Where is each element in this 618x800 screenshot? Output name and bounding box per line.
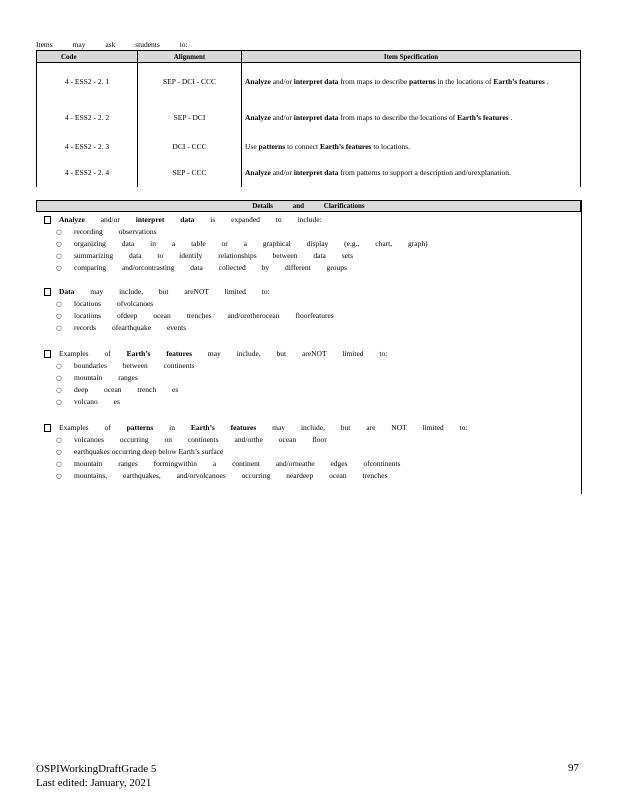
row-description: Analyze and/or interpret data from maps to describe patterns in the locations of Earth’s features . [245, 76, 549, 86]
row-description: Use patterns to connect Earth’s features to locations. [245, 141, 410, 151]
row-code: 4 - ESS2 - 2. 3 [37, 135, 138, 157]
list-item: ○ boundaries between continents [56, 361, 195, 370]
circle-bullet-icon: ○ [56, 362, 62, 370]
details-clarifications-box [36, 200, 582, 494]
header-item-specification: Item Specification [242, 51, 581, 63]
section-list [44, 360, 387, 408]
circle-bullet-icon: ○ [56, 460, 62, 468]
checkbox-bullet-icon [44, 216, 51, 224]
list-item: ○ locations ofdeep ocean trenches and/orotherocean floorfeatures [56, 311, 334, 320]
row-alignment: SEP - DCI - CCC [138, 63, 242, 100]
row-code: 4 - ESS2 - 2. 1 [37, 63, 138, 100]
list-item: ○ volcano es [56, 397, 120, 406]
table-row [37, 99, 581, 135]
item-specification-table [36, 50, 581, 187]
section-lead: Examples of Earth’s features may include, but areNOT limited to: [59, 349, 388, 358]
circle-bullet-icon: ○ [56, 312, 62, 320]
list-item: ○ earthquakes occurring deep below Earth’s surface [56, 447, 224, 456]
table-row [37, 157, 581, 187]
details-section-data [44, 286, 334, 334]
details-header: Details and Clarifications [36, 200, 581, 212]
section-list [44, 434, 467, 482]
header-alignment: Alignment [138, 51, 242, 63]
page-footer [36, 762, 156, 790]
list-item: ○ recording observations [56, 227, 157, 236]
details-section-earth-features [44, 348, 387, 408]
details-section-analyze [44, 214, 428, 274]
table-row [37, 135, 581, 157]
list-item: ○ mountain ranges formingwithin a continent and/orneathe edges ofcontinents [56, 459, 401, 468]
circle-bullet-icon: ○ [56, 324, 62, 332]
circle-bullet-icon: ○ [56, 252, 62, 260]
row-alignment: SEP - DCI [138, 99, 242, 135]
details-section-patterns [44, 422, 467, 482]
list-item: ○ mountain ranges [56, 373, 138, 382]
section-lead: Analyze and/or interpret data is expanded to include: [59, 215, 322, 224]
intro-text: Items may ask students to: [36, 40, 188, 49]
circle-bullet-icon: ○ [56, 436, 62, 444]
circle-bullet-icon: ○ [56, 448, 62, 456]
section-list [44, 298, 334, 334]
circle-bullet-icon: ○ [56, 300, 62, 308]
row-description: Analyze and/or interpret data from patterns to support a description and/orexplanation. [245, 167, 511, 177]
list-item: ○ organizing data in a table or a graphical display (e.g., chart, graph) [56, 239, 428, 248]
row-description: Analyze and/or interpret data from maps to describe the locations of Earth’s features . [245, 112, 513, 122]
circle-bullet-icon: ○ [56, 240, 62, 248]
row-alignment: DCI - CCC [138, 135, 242, 157]
list-item: ○ deep ocean trench es [56, 385, 179, 394]
list-item: ○ mountains, earthquakes, and/orvolcanoes occurring neardeep ocean trenches [56, 471, 388, 480]
list-item: ○ volcanoes occurring on continents and/orthe ocean floor [56, 435, 327, 444]
row-code: 4 - ESS2 - 2. 2 [37, 99, 138, 135]
list-item: ○ records ofearthquake events [56, 323, 187, 332]
checkbox-bullet-icon [44, 350, 51, 358]
circle-bullet-icon: ○ [56, 228, 62, 236]
section-list [44, 226, 428, 274]
circle-bullet-icon: ○ [56, 264, 62, 272]
section-lead: Data may include, but areNOT limited to: [59, 287, 270, 296]
circle-bullet-icon: ○ [56, 398, 62, 406]
checkbox-bullet-icon [44, 424, 51, 432]
table-row [37, 63, 581, 100]
checkbox-bullet-icon [44, 288, 51, 296]
circle-bullet-icon: ○ [56, 472, 62, 480]
table-header-row [37, 51, 581, 63]
list-item: ○ locations ofvolcanoes [56, 299, 154, 308]
list-item: ○ comparing and/orcontrasting data collected by different groups [56, 263, 347, 272]
circle-bullet-icon: ○ [56, 386, 62, 394]
header-code: Code [37, 51, 138, 63]
page-number: 97 [568, 762, 579, 774]
row-code: 4 - ESS2 - 2. 4 [37, 157, 138, 187]
footer-last-edited: Last edited: January, 2021 [36, 777, 152, 789]
footer-document-title: OSPIWorkingDraftGrade 5 [36, 763, 157, 775]
circle-bullet-icon: ○ [56, 374, 62, 382]
section-lead: Examples of patterns in Earth’s features may include, but are NOT limited to: [59, 423, 468, 432]
row-alignment: SEP - CCC [138, 157, 242, 187]
list-item: ○ summarizing data to identify relationships between data sets [56, 251, 353, 260]
